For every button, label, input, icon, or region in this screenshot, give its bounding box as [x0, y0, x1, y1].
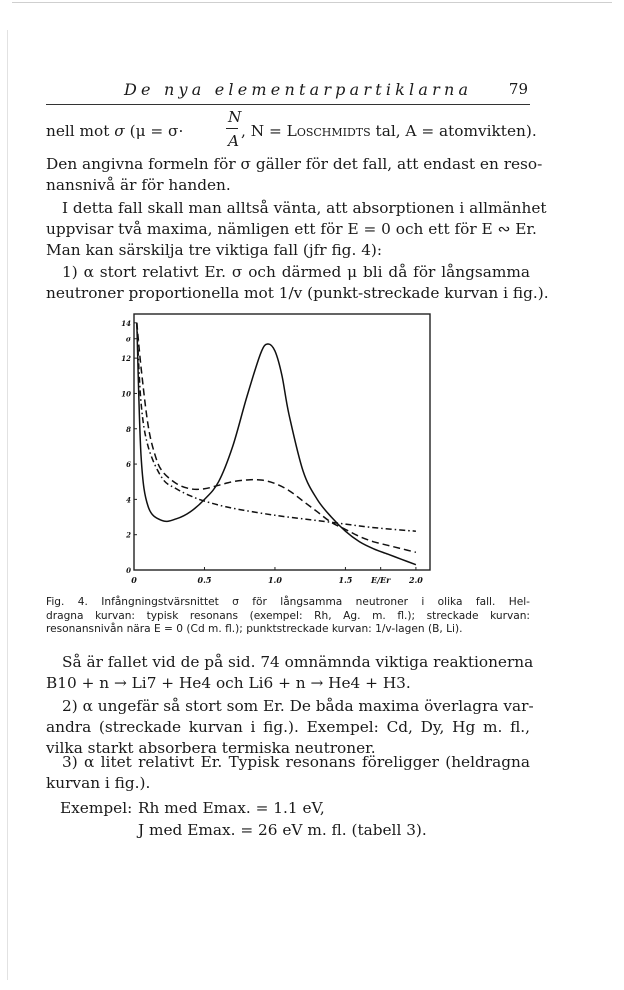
text-line: 2) α ungefär så stort som Er. De båda maxima överlagra var-: [62, 697, 534, 715]
intro-formula-line: [46, 108, 546, 148]
x-tick-label: 1.0: [267, 575, 282, 585]
running-title: De nya elementarpartiklarna: [124, 80, 473, 99]
chart-svg: [112, 308, 442, 592]
paragraph-3: [46, 262, 549, 304]
x-tick-label: 1.5: [338, 575, 353, 585]
text-line: andra (streckade kurvan i fig.). Exempel: Cd, Dy, Hg m. fl.,: [46, 718, 530, 736]
example-line-1: Rh med Emax. = 1.1 eV,: [138, 799, 325, 817]
text-line: 1) α stort relativt Er. σ och därmed μ bli då för långsamma: [62, 263, 530, 281]
paragraph-1: [46, 154, 543, 196]
figure-4-chart: [112, 308, 442, 592]
text-line: B10 + n → Li7 + He4 och Li6 + n → He4 + H3.: [46, 674, 411, 692]
x-tick-label: 0.5: [197, 575, 212, 585]
intro-line-right: [241, 122, 537, 140]
fraction-numerator: N: [228, 108, 242, 126]
caption-line: Fig. 4. Infångningstvärsnittet σ för långsamma neutroner i olika fall. Hel-: [46, 596, 530, 608]
fraction-bar: [226, 128, 238, 129]
caption-line: resonansnivån nära E = 0 (Cd m. fl.); punktstreckade kurvan: 1/v-lagen (B, Li).: [46, 623, 463, 635]
y-tick-label: 2: [126, 530, 131, 540]
page-header: [46, 80, 530, 102]
chart-axes: [134, 314, 430, 570]
text-line: Den angivna formeln för σ gäller för det fall, att endast en reso-: [46, 155, 543, 173]
text-line: neutroner proportionella mot 1/v (punkt-streckade kurvan i fig.).: [46, 284, 549, 302]
example-label: Exempel:: [60, 799, 133, 817]
y-tick-label: 14: [121, 318, 131, 328]
chart-curves: [137, 323, 416, 565]
intro-text-b: (μ = σ·: [124, 122, 184, 140]
caption-line: dragna kurvan: typisk resonans (exempel: Rh, Ag. m. fl.); streckade kurvan:: [46, 609, 530, 622]
text-line: kurvan i fig.).: [46, 774, 151, 792]
intro-text-d: tal, A = atomvikten).: [370, 122, 537, 140]
paragraph-4: [46, 652, 534, 694]
x-tick-label: E/Er: [370, 575, 391, 585]
y-tick-label: σ: [125, 334, 131, 344]
sigma-symbol: σ: [114, 122, 125, 140]
loschmidt-name: Loschmidts: [286, 122, 371, 140]
text-line: 3) α litet relativt Er. Typisk resonans föreligger (heldragna: [62, 753, 530, 771]
text-line: Man kan särskilja tre viktiga fall (jfr fig. 4):: [46, 241, 383, 259]
intro-text-a: nell mot: [46, 122, 115, 140]
y-tick-label: 0: [126, 566, 131, 575]
intro-line-left: [46, 122, 183, 140]
y-tick-label: 8: [126, 424, 131, 434]
y-tick-label: 12: [121, 354, 131, 364]
scan-edge-left: [7, 30, 8, 980]
resonance-curve-solid: [137, 323, 416, 565]
text-line: uppvisar två maxima, nämligen ett för E = 0 och ett för E ∾ Er.: [46, 220, 537, 238]
text-line: I detta fall skall man alltså vänta, att absorptionen i allmänhet: [62, 199, 547, 217]
x-tick-label: 2.0: [408, 575, 423, 585]
text-line: Så är fallet vid de på sid. 74 omnämnda viktiga reaktionerna: [62, 653, 534, 671]
paragraph-6: [46, 752, 530, 794]
example-line-2: J med Emax. = 26 eV m. fl. (tabell 3).: [138, 821, 427, 839]
paragraph-5: [46, 696, 534, 759]
y-tick-label: 6: [126, 460, 131, 470]
chart-ticks: [121, 319, 423, 585]
text-line: vilka starkt absorbera termiska neutroner.: [46, 739, 376, 757]
scan-edge-top: [12, 2, 612, 3]
y-tick-label: 10: [121, 389, 131, 399]
plot-frame: [134, 314, 430, 570]
header-rule: [46, 104, 530, 105]
text-line: nansnivå är för handen.: [46, 176, 231, 194]
page-number: 79: [508, 80, 528, 98]
fraction-denominator: A: [228, 132, 240, 150]
intro-text-c: , N =: [241, 122, 287, 140]
x-tick-label: 0: [131, 575, 137, 585]
paragraph-2: [46, 198, 547, 261]
y-tick-label: 4: [126, 495, 131, 505]
figure-caption: [46, 596, 530, 637]
